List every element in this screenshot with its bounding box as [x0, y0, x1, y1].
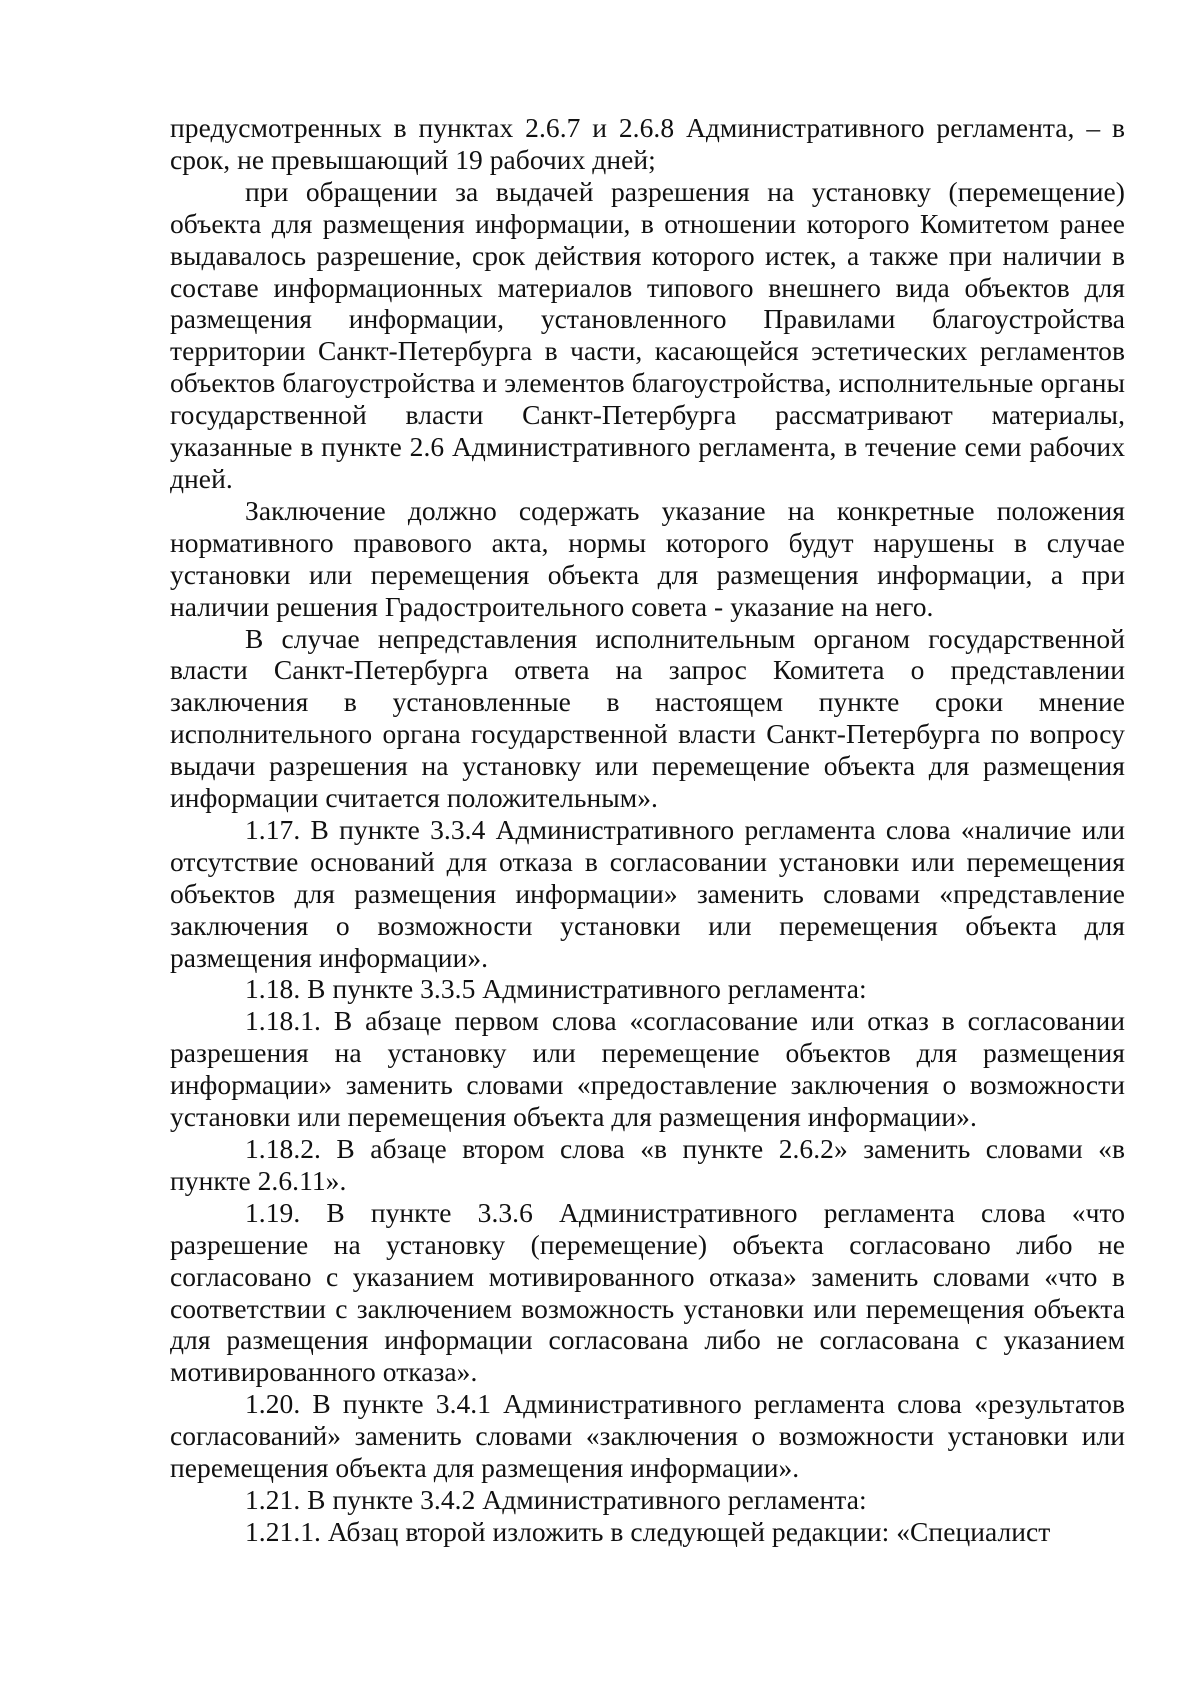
paragraph-continuation: предусмотренных в пунктах 2.6.7 и 2.6.8 Административного регламента, – в срок, не превышающий 19 рабочих дней;	[170, 112, 1125, 175]
paragraph-1-21: 1.21. В пункте 3.4.2 Административного регламента:	[245, 1483, 867, 1515]
paragraph-1-17: 1.17. В пункте 3.3.4 Административного регламента слова «наличие или отсутствие оснований для отказа в согласовании установки или перемещения объектов для размещения информации» заменить словами «представление заключения о возможности установки или перемещения объекта для размещения информации».	[170, 813, 1125, 973]
paragraph-1-20: 1.20. В пункте 3.4.1 Административного регламента слова «результатов согласований» заменить словами «заключения о возможности установки или перемещения объекта для размещения информации».	[170, 1388, 1125, 1484]
document-page	[170, 112, 1125, 1548]
paragraph-1-19: 1.19. В пункте 3.3.6 Административного регламента слова «что разрешение на установку (перемещение) объекта согласовано либо не согласовано с указанием мотивированного отказа» заменить словами «что в соответствии с заключением возможность установки или перемещения объекта для размещения информации согласована либо не согласована с указанием мотивированного отказа».	[170, 1196, 1125, 1388]
paragraph-review-term: при обращении за выдачей разрешения на установку (перемещение) объекта для размещения информации, в отношении которого Комитетом ранее выдавалось разрешение, срок действия которого истек, а также при наличии в составе информационных материалов типового внешнего вида объектов для размещения информации, установленного Правилами благоустройства территории Санкт-Петербурга в части, касающейся эстетических регламентов объектов благоустройства и элементов благоустройства, исполнительные органы государственной власти Санкт-Петербурга рассматривают материалы, указанные в пункте 2.6 Административного регламента, в течение семи рабочих дней.	[170, 175, 1125, 494]
paragraph-1-21-1: 1.21.1. Абзац второй изложить в следующей редакции: «Специалист	[245, 1515, 1051, 1547]
paragraph-1-18-2: 1.18.2. В абзаце втором слова «в пункте 2.6.2» заменить словами «в пункте 2.6.11».	[170, 1133, 1125, 1196]
paragraph-1-18-1: 1.18.1. В абзаце первом слова «согласование или отказ в согласовании разрешения на установку или перемещение объектов для размещения информации» заменить словами «предоставление заключения о возможности установки или перемещения объекта для размещения информации».	[170, 1005, 1125, 1133]
paragraph-conclusion-content: Заключение должно содержать указание на конкретные положения нормативного правового акта, нормы которого будут нарушены в случае установки или перемещения объекта для размещения информации, а при наличии решения Градостроительного совета - указание на него.	[170, 494, 1125, 622]
paragraph-non-submission: В случае непредставления исполнительным органом государственной власти Санкт-Петербурга ответа на запрос Комитета о представлении заключения в установленные в настоящем пункте сроки мнение исполнительного органа государственной власти Санкт-Петербурга по вопросу выдачи разрешения на установку или перемещение объекта для размещения информации считается положительным».	[170, 622, 1125, 814]
paragraph-1-18: 1.18. В пункте 3.3.5 Административного регламента:	[245, 973, 867, 1005]
